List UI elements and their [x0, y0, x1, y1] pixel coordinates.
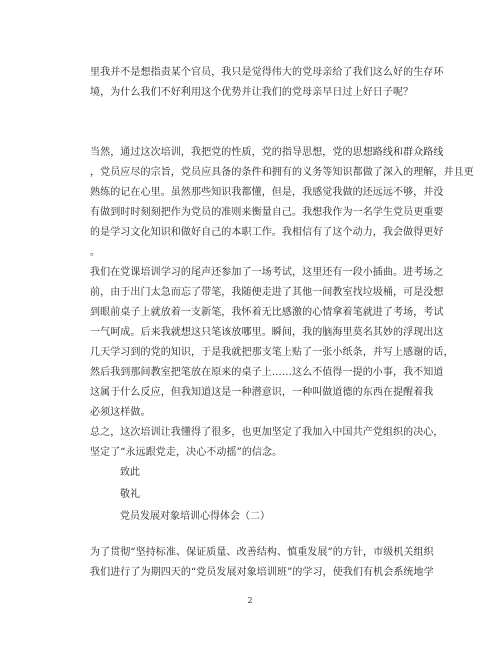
text-line: 必须这样做。 — [90, 407, 151, 418]
text-line: 我们在党课培训学习的尾声还参加了一场考试，这里还有一段小插曲。进考场之 — [90, 267, 444, 278]
paragraph-1 — [90, 63, 444, 103]
closing-regards: 敬礼 — [120, 489, 140, 500]
text-line: ，党员应尽的宗旨，党员应具备的条件和拥有的义务等知识都做了深入的理解，并且更 — [90, 167, 474, 178]
paragraph-3 — [90, 263, 454, 423]
text-line: 有做到时时刻刻把作为党员的准则来衡量自己。我想我作为一名学生党员更重要 — [90, 207, 444, 218]
text-line: 熟练的记在心里。虽然那些知识我都懂，但是，我感觉我做的还远远不够，并没 — [90, 187, 444, 198]
paragraph-5 — [90, 543, 434, 583]
next-section-title: 党员发展对象培训心得体会（二） — [120, 511, 270, 522]
text-line: 当然，通过这次培训，我把党的性质，党的指导思想，党的思想路线和群众路线 — [90, 147, 444, 158]
text-line: 然后我到那间教室把笔放在原来的桌子上……这么不值得一提的小事，我不知道 — [90, 367, 444, 378]
text-line: 前，由于出门太急而忘了带笔，我随便走进了其他一间教室找垃圾桶，可是没想 — [90, 287, 444, 298]
closing-salute: 致此 — [120, 467, 140, 478]
text-line: 。 — [90, 247, 101, 258]
paragraph-2 — [90, 143, 474, 263]
text-line: 坚定了“永远跟党走，决心不动摇”的信念。 — [90, 447, 283, 458]
text-line: 里我并不是想指责某个官员，我只是觉得伟大的党母亲给了我们这么好的生存环 — [90, 67, 444, 78]
text-line: 为了贯彻“坚持标准、保证质量、改善结构、慎重发展”的方针，市级机关组织 — [90, 547, 434, 558]
page-number: 2 — [247, 596, 253, 605]
text-line: 到眼前桌子上就放着一支新笔，我怀着无比感激的心情拿着笔就进了考场，考试 — [90, 307, 444, 318]
text-line: 我们进行了为期四天的“党员发展对象培训班”的学习，使我们有机会系统地学 — [90, 567, 434, 578]
text-line: 一气呵成。后来我就想这只笔该放哪里。瞬间，我的脑海里莫名其妙的浮现出这 — [90, 327, 444, 338]
text-line: 境，为什么我们不好利用这个优势并让我们的党母亲早日过上好日子呢？ — [90, 87, 414, 98]
text-line: 总之，这次培训让我懂得了很多，也更加坚定了我加入中国共产党组织的决心， — [90, 427, 444, 438]
text-line: 这属于什么反应，但我知道这是一种潜意识，一种叫做道德的东西在提醒着我 — [90, 387, 434, 398]
text-line: 几天学习到的党的知识，于是我就把那支笔上贴了一张小纸条，并写上感谢的话， — [90, 347, 454, 358]
paragraph-4 — [90, 423, 444, 463]
text-line: 的是学习文化知识和做好自己的本职工作。我相信有了这个动力，我会做得更好 — [90, 227, 444, 238]
